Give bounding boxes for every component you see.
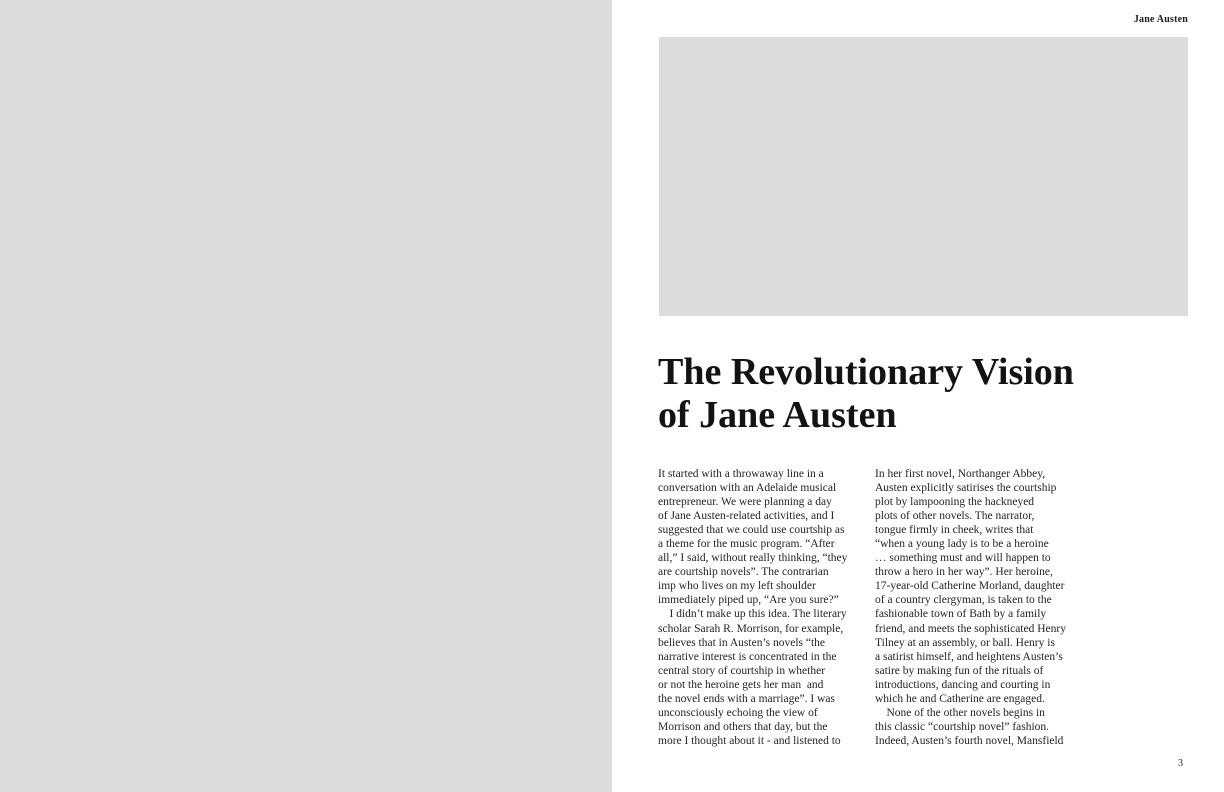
text-line: this classic “courtship novel” fashion. (875, 720, 1050, 733)
text-line: which he and Catherine are engaged. (875, 692, 1045, 705)
text-line: “when a young lady is to be a heroine (875, 538, 1049, 551)
text-line: tongue firmly in cheek, writes that (875, 524, 1034, 537)
text-line: unconsciously echoing the view of (658, 706, 818, 719)
text-line: entrepreneur. We were planning a day (658, 496, 832, 509)
article-title-line2: of Jane Austen (658, 394, 897, 436)
text-line: 17-year-old Catherine Morland, daughter (875, 580, 1065, 593)
text-line: are courtship novels”. The contrarian (658, 566, 829, 579)
article-title-line1: The Revolutionary Vision (658, 351, 1074, 393)
text-line: more I thought about it - and listened to (658, 734, 841, 747)
text-line: throw a hero in her way”. Her heroine, (875, 566, 1053, 579)
running-header: Jane Austen (1133, 14, 1188, 25)
text-line: friend, and meets the sophisticated Henry (875, 622, 1066, 635)
text-line: the novel ends with a marriage”. I was (658, 692, 835, 705)
text-line: introductions, dancing and courting in (875, 678, 1051, 691)
text-line: It started with a throwaway line in a (658, 468, 824, 480)
text-line: believes that in Austen’s novels “the (658, 636, 826, 649)
right-page (612, 0, 1224, 792)
article-body (658, 467, 1079, 748)
text-line: suggested that we could use courtship as (658, 524, 845, 537)
text-line: central story of courtship in whether (658, 664, 826, 677)
text-line: conversation with an Adelaide musical (658, 482, 837, 495)
article-hero-image-placeholder (659, 37, 1188, 316)
text-line: a satirist himself, and heightens Austen’s (875, 650, 1063, 663)
text-line: a theme for the music program. “After (658, 538, 835, 551)
text-line: fashionable town of Bath by a family (875, 608, 1047, 621)
text-line: In her first novel, Northanger Abbey, (875, 468, 1046, 480)
text-line: all,” I said, without really thinking, “they (658, 552, 848, 565)
page-number: 3 (1178, 758, 1183, 769)
text-line: imp who lives on my left shoulder (658, 580, 816, 593)
text-column-right (875, 467, 1079, 748)
text-line: Indeed, Austen’s fourth novel, Mansfield (875, 734, 1064, 747)
text-line: plots of other novels. The narrator, (875, 510, 1035, 523)
text-line: Morrison and others that day, but the (658, 720, 828, 733)
text-line: … something must and will happen to (875, 552, 1051, 565)
text-line: narrative interest is concentrated in the (658, 650, 837, 663)
text-line: of a country clergyman, is taken to the (875, 594, 1052, 607)
article-title (658, 351, 1074, 437)
text-line: of Jane Austen-related activities, and I (658, 510, 835, 523)
text-line: scholar Sarah R. Morrison, for example, (658, 622, 844, 635)
text-line: or not the heroine gets her man and (658, 678, 824, 691)
text-line: immediately piped up, “Are you sure?” (658, 594, 839, 607)
text-line: Austen explicitly satirises the courtship (875, 482, 1057, 495)
text-line: plot by lampooning the hackneyed (875, 496, 1035, 509)
text-line: satire by making fun of the rituals of (875, 664, 1044, 677)
text-line: Tilney at an assembly, or ball. Henry is (875, 636, 1055, 649)
text-column-left (658, 467, 862, 748)
text-line: None of the other novels begins in (875, 706, 1045, 719)
text-line: I didn’t make up this idea. The literary (658, 608, 847, 621)
